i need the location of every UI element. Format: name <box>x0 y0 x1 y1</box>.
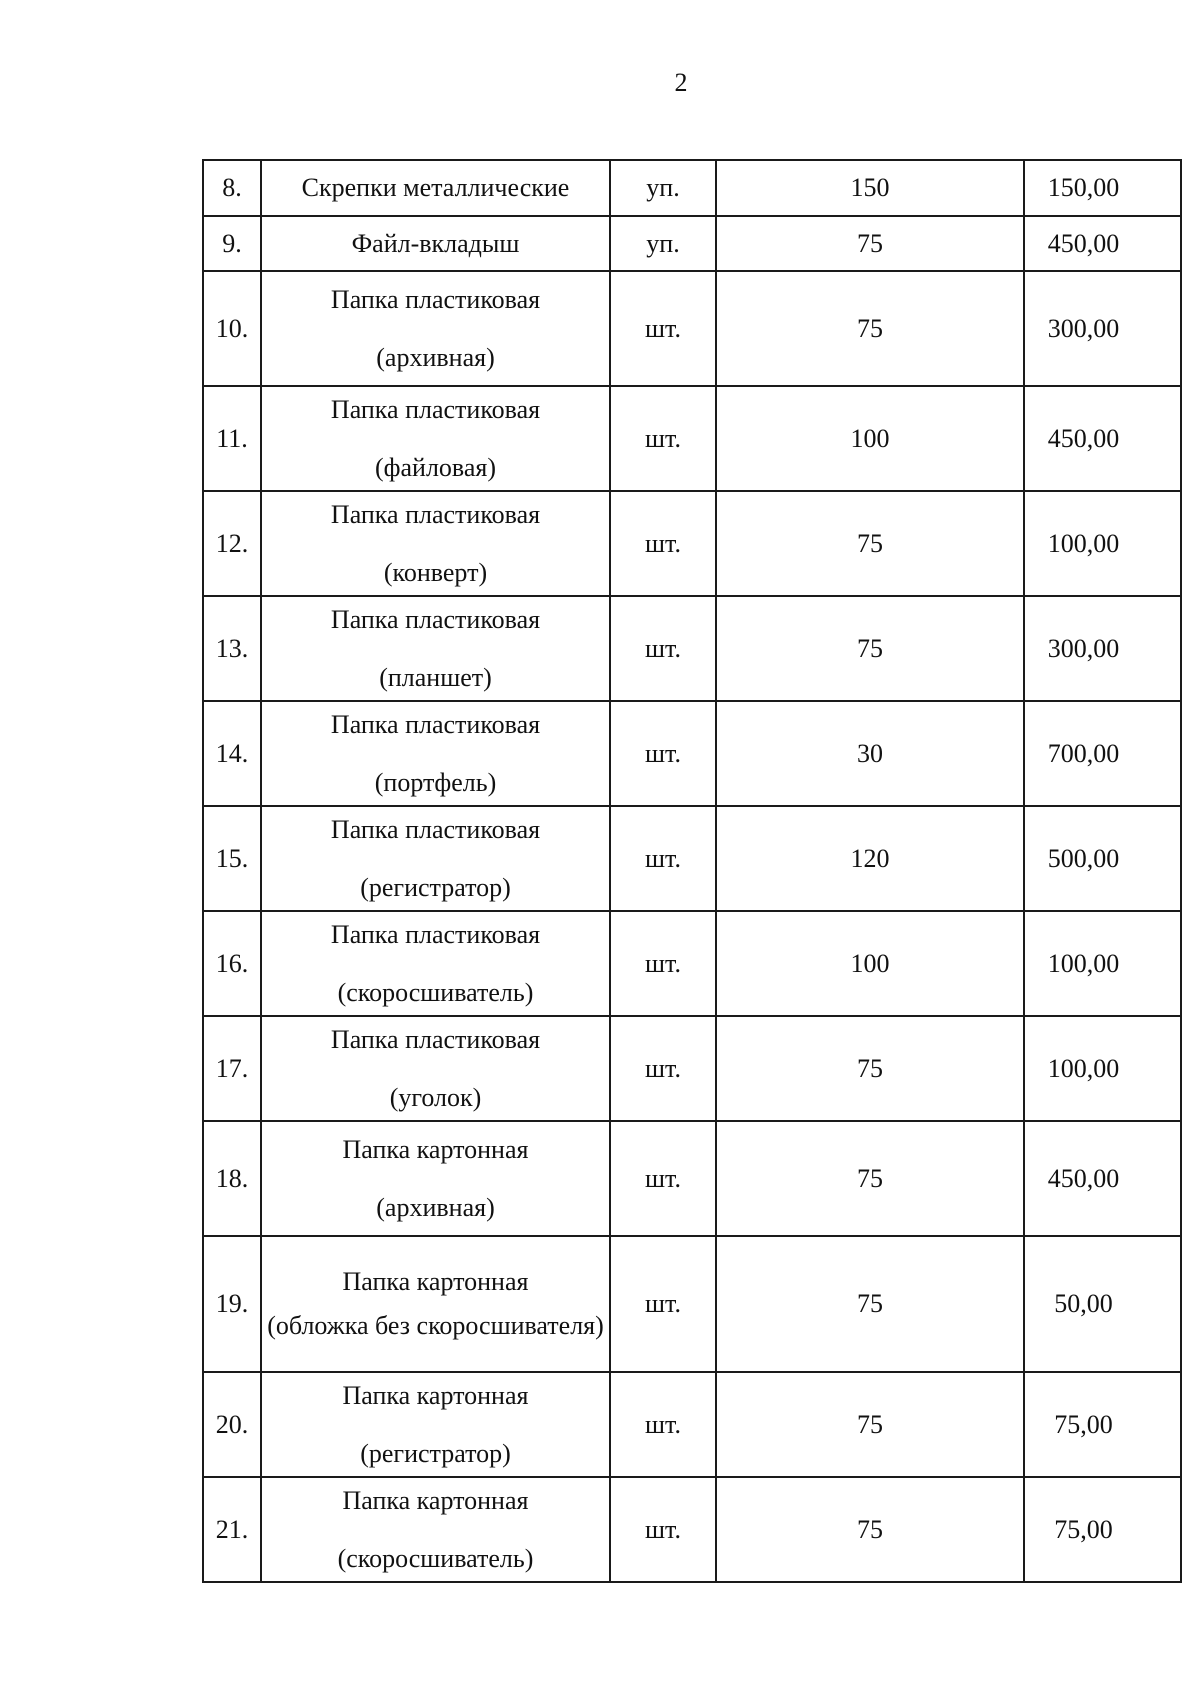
item-price: 500,00 <box>1024 806 1181 911</box>
row-number: 20. <box>203 1372 261 1477</box>
table-row <box>203 596 1181 701</box>
item-name-line: Папка пластиковая <box>330 1024 541 1054</box>
item-name-line: Папка пластиковая <box>330 284 541 314</box>
table-row <box>203 806 1181 911</box>
item-name-line: (файловая) <box>374 452 497 482</box>
item-name-line: Папка пластиковая <box>330 814 541 844</box>
row-number: 9. <box>203 216 261 271</box>
item-quantity: 75 <box>716 596 1024 701</box>
item-name <box>261 1016 610 1121</box>
item-name <box>261 1121 610 1236</box>
item-unit: шт. <box>610 1236 716 1372</box>
page-number: 2 <box>674 68 688 97</box>
row-number: 16. <box>203 911 261 1016</box>
item-price: 75,00 <box>1024 1372 1181 1477</box>
item-name-line: (регистратор) <box>360 1438 511 1468</box>
item-unit: шт. <box>610 1121 716 1236</box>
table-row <box>203 216 1181 271</box>
item-name <box>261 806 610 911</box>
item-quantity: 100 <box>716 386 1024 491</box>
item-name-line: (архивная) <box>376 1192 495 1222</box>
item-name-line: (уголок) <box>389 1082 482 1112</box>
item-name <box>261 701 610 806</box>
item-name-line: (архивная) <box>376 342 495 372</box>
item-quantity: 75 <box>716 216 1024 271</box>
item-name-line: Скрепки металлические <box>301 173 570 202</box>
row-number: 8. <box>203 160 261 216</box>
item-unit: уп. <box>610 216 716 271</box>
table-row <box>203 271 1181 386</box>
row-number: 21. <box>203 1477 261 1582</box>
item-price: 50,00 <box>1024 1236 1181 1372</box>
item-price: 100,00 <box>1024 911 1181 1016</box>
item-unit: шт. <box>610 701 716 806</box>
items-table-body <box>203 160 1181 1582</box>
item-quantity: 75 <box>716 1372 1024 1477</box>
item-unit: шт. <box>610 1372 716 1477</box>
table-row <box>203 1236 1181 1372</box>
item-price: 700,00 <box>1024 701 1181 806</box>
item-name-line: Папка пластиковая <box>330 604 541 634</box>
table-row <box>203 386 1181 491</box>
table-row <box>203 1477 1181 1582</box>
table-row <box>203 1372 1181 1477</box>
item-price: 300,00 <box>1024 271 1181 386</box>
item-name-line: (обложка без скоросшивателя) <box>267 1311 604 1340</box>
item-name-line: Папка картонная <box>342 1380 529 1410</box>
table-row <box>203 1121 1181 1236</box>
item-name-line: (регистратор) <box>360 872 511 902</box>
item-name-line: Папка пластиковая <box>330 394 541 424</box>
item-name <box>261 491 610 596</box>
item-name-line: Папка картонная <box>342 1134 529 1164</box>
item-unit: шт. <box>610 271 716 386</box>
item-unit: шт. <box>610 386 716 491</box>
item-quantity: 75 <box>716 1016 1024 1121</box>
item-unit: шт. <box>610 911 716 1016</box>
items-table <box>202 159 1182 1583</box>
row-number: 17. <box>203 1016 261 1121</box>
table-row <box>203 701 1181 806</box>
item-unit: шт. <box>610 491 716 596</box>
item-price: 450,00 <box>1024 216 1181 271</box>
item-name-line: Папка пластиковая <box>330 499 541 529</box>
item-price: 150,00 <box>1024 160 1181 216</box>
item-quantity: 120 <box>716 806 1024 911</box>
item-name <box>261 160 610 216</box>
item-name-line: Файл-вкладыш <box>351 228 520 258</box>
table-row <box>203 160 1181 216</box>
item-name-line: Папка пластиковая <box>330 919 541 949</box>
item-price: 450,00 <box>1024 386 1181 491</box>
item-name <box>261 596 610 701</box>
row-number: 19. <box>203 1236 261 1372</box>
table-row <box>203 911 1181 1016</box>
item-name <box>261 1477 610 1582</box>
item-name <box>261 1372 610 1477</box>
row-number: 13. <box>203 596 261 701</box>
item-price: 100,00 <box>1024 491 1181 596</box>
item-unit: шт. <box>610 596 716 701</box>
item-price: 450,00 <box>1024 1121 1181 1236</box>
item-name <box>261 911 610 1016</box>
row-number: 18. <box>203 1121 261 1236</box>
item-name-line: (портфель) <box>374 767 497 797</box>
item-name-line: Папка картонная <box>342 1267 529 1296</box>
item-quantity: 75 <box>716 1477 1024 1582</box>
item-name-line: (скоросшиватель) <box>337 1543 534 1573</box>
row-number: 11. <box>203 386 261 491</box>
table-row <box>203 491 1181 596</box>
item-quantity: 100 <box>716 911 1024 1016</box>
item-quantity: 30 <box>716 701 1024 806</box>
item-price: 75,00 <box>1024 1477 1181 1582</box>
row-number: 10. <box>203 271 261 386</box>
item-name <box>261 216 610 271</box>
item-price: 300,00 <box>1024 596 1181 701</box>
item-name <box>261 386 610 491</box>
item-quantity: 75 <box>716 1236 1024 1372</box>
row-number: 12. <box>203 491 261 596</box>
item-unit: уп. <box>610 160 716 216</box>
item-name-line: (скоросшиватель) <box>337 977 534 1007</box>
row-number: 14. <box>203 701 261 806</box>
item-price: 100,00 <box>1024 1016 1181 1121</box>
item-quantity: 75 <box>716 271 1024 386</box>
item-unit: шт. <box>610 806 716 911</box>
item-name-line: (конверт) <box>383 557 488 587</box>
item-name <box>261 1236 610 1372</box>
item-name-line: Папка картонная <box>342 1485 529 1515</box>
item-name-line: Папка пластиковая <box>330 709 541 739</box>
table-row <box>203 1016 1181 1121</box>
item-unit: шт. <box>610 1016 716 1121</box>
item-unit: шт. <box>610 1477 716 1582</box>
item-name <box>261 271 610 386</box>
item-quantity: 75 <box>716 491 1024 596</box>
item-name-line: (планшет) <box>379 662 492 692</box>
row-number: 15. <box>203 806 261 911</box>
item-quantity: 75 <box>716 1121 1024 1236</box>
item-quantity: 150 <box>716 160 1024 216</box>
